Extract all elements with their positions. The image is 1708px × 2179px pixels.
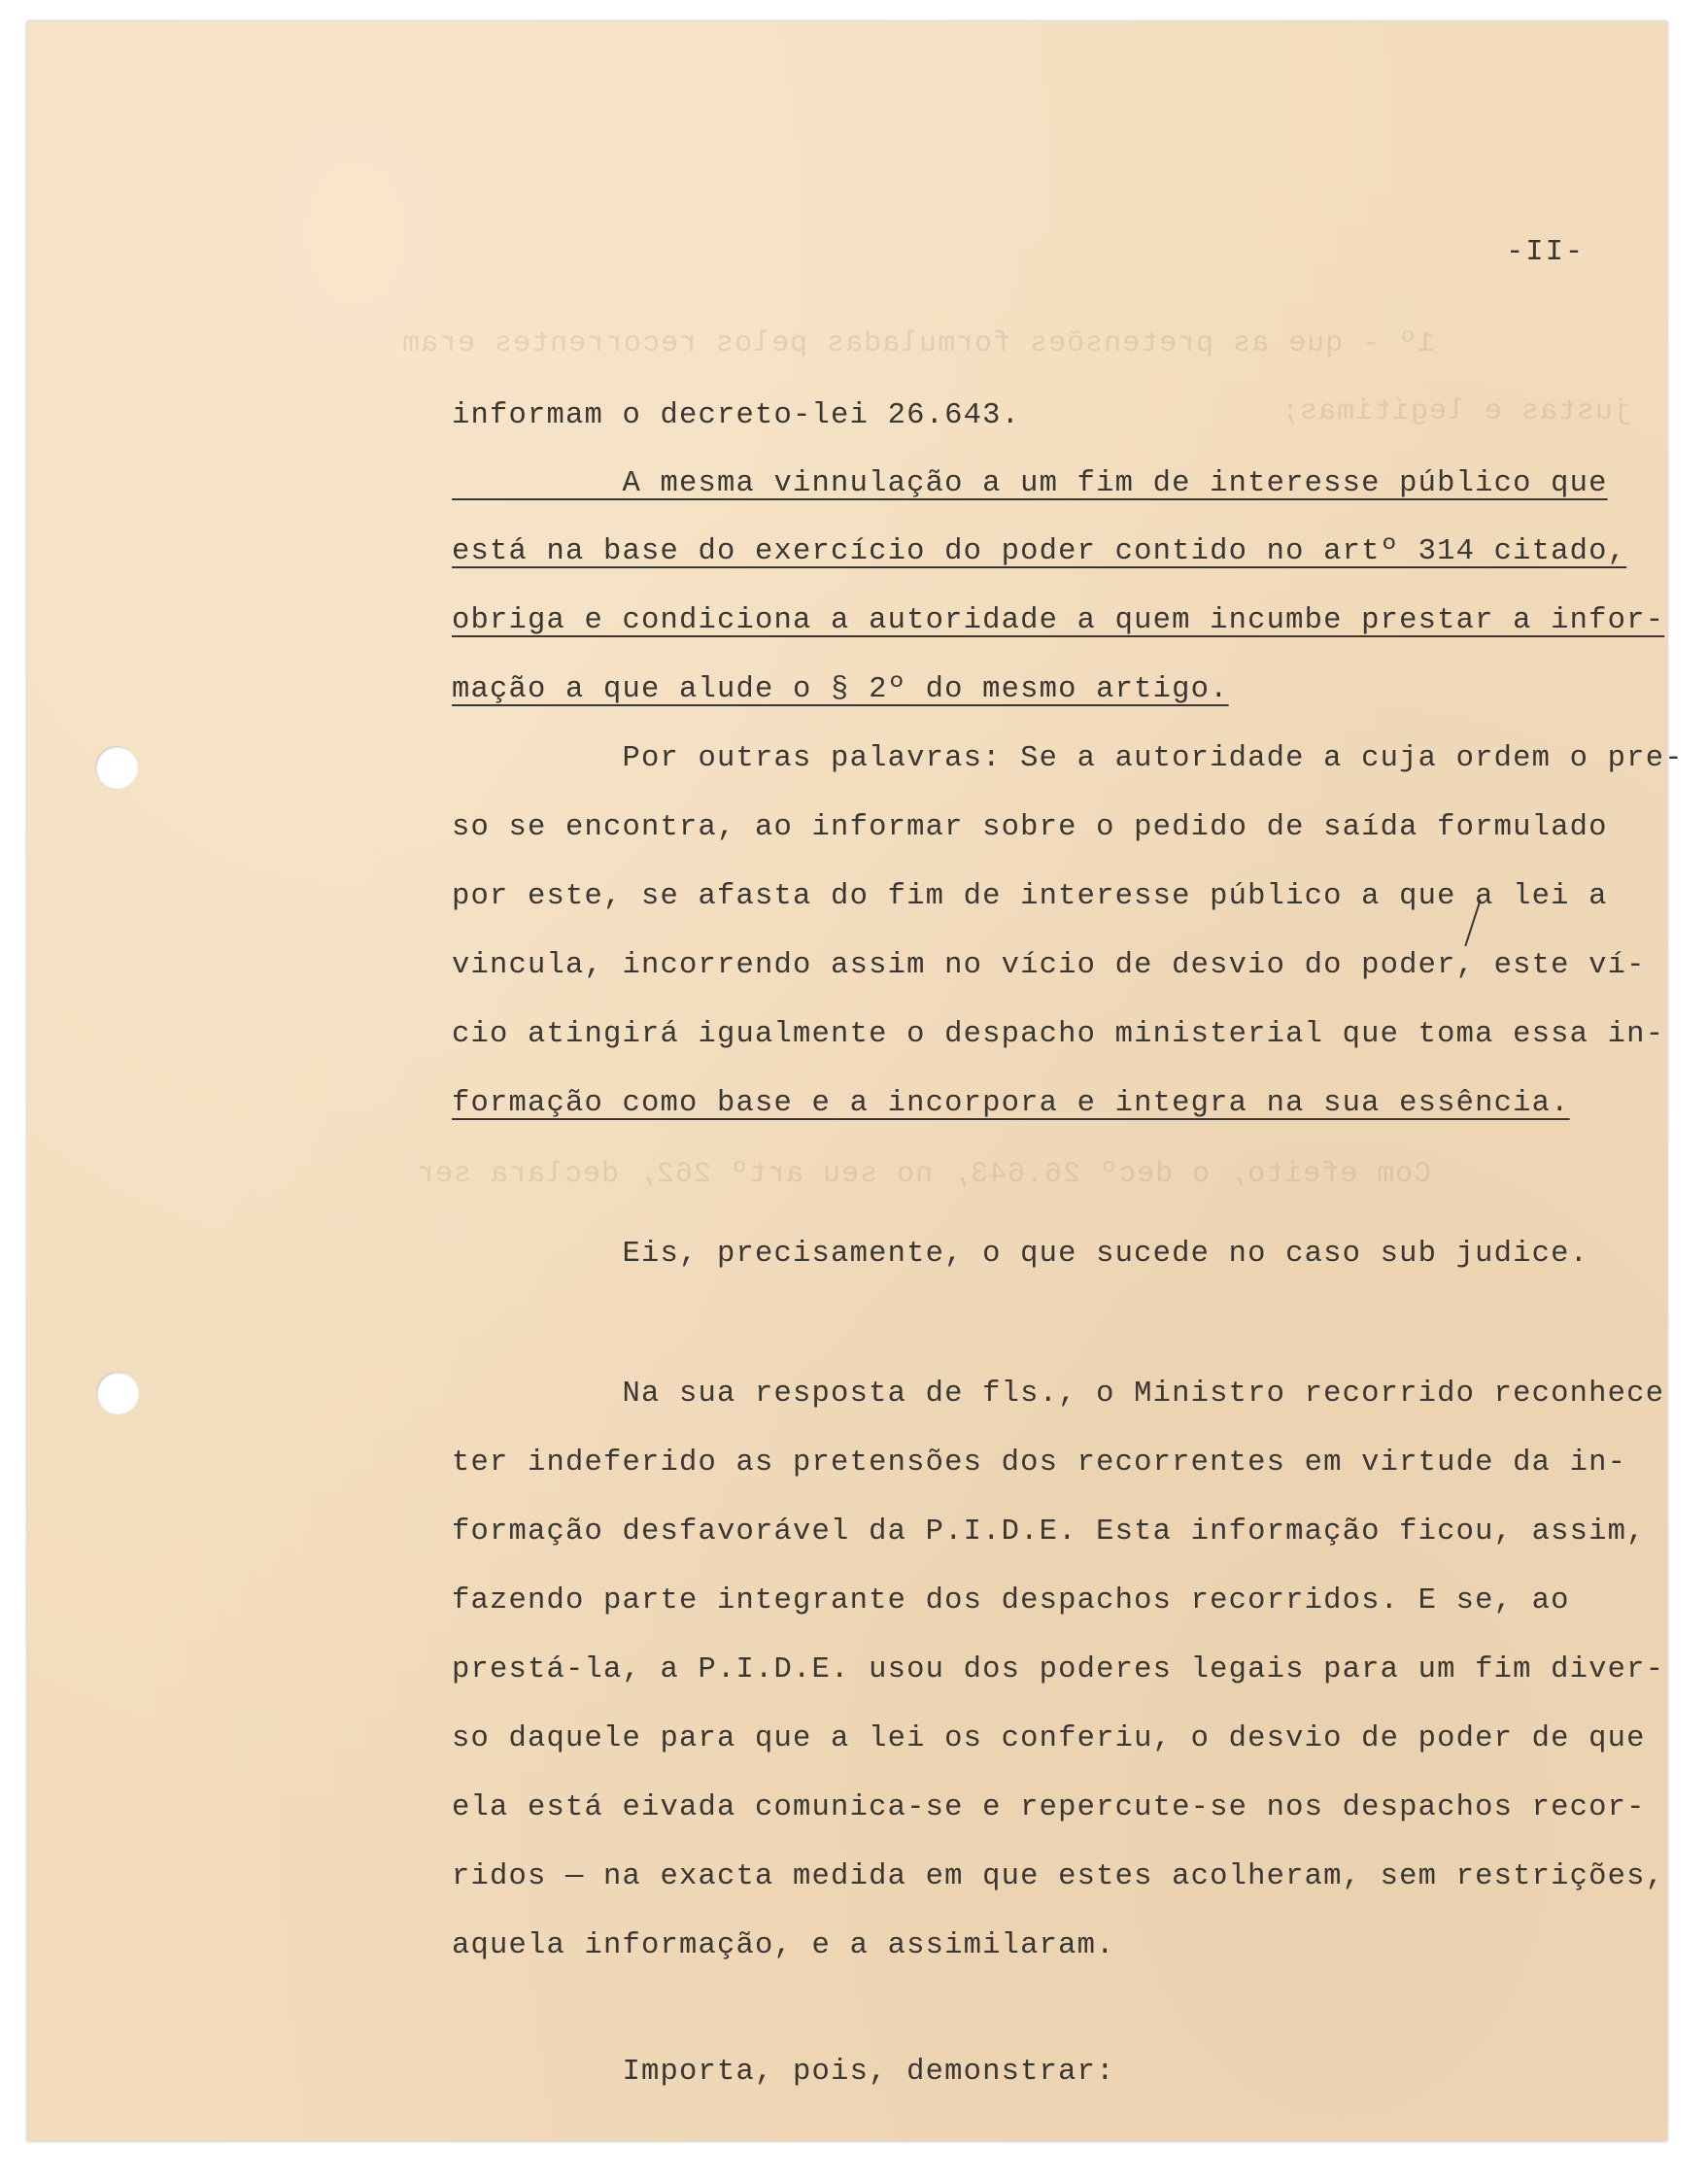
text-line: vincula, incorrendo assim no vício de desvio do poder, este ví- (452, 949, 1646, 982)
text-line: ela está eivada comunica-se e repercute-se nos despachos recor- (452, 1791, 1646, 1824)
text-line: fazendo parte integrante dos despachos recorridos. E se, ao (452, 1584, 1570, 1617)
text-line (452, 1070, 1570, 1139)
text-line: ter indeferido as pretensões dos recorrentes em virtude da in- (452, 1447, 1627, 1480)
show-through-line: Com efeito, o decº 26.643, no seu artº 262, declara ser (416, 1158, 1432, 1191)
text-segment: está na base do exercício do poder contido no artº 314 citado, (452, 535, 1627, 568)
text-segment: formação como base e a incorpora e integra na sua essência. (452, 1087, 1570, 1120)
text-line: aquela informação, e a assimilaram. (452, 1929, 1115, 1962)
paper-sheet (27, 21, 1684, 2141)
text-line: Por outras palavras: Se a autoridade a cuja ordem o pre- (452, 742, 1684, 775)
text-line: formação desfavorável da P.I.D.E. Esta informação ficou, assim, (452, 1515, 1646, 1549)
show-through-line: justas e legítimas; (1281, 395, 1632, 428)
text-line (452, 518, 1626, 587)
text-line (452, 656, 1229, 725)
text-line: ridos — na exacta medida em que estes acolheram, sem restrições, (452, 1860, 1665, 1893)
text-line: Na sua resposta de fls., o Ministro recorrido reconhece (452, 1378, 1665, 1411)
text-segment: A mesma vinnulação a um fim de interesse público que (452, 467, 1608, 500)
text-line: so daquele para que a lei os conferiu, o desvio de poder de que (452, 1722, 1646, 1755)
text-line (452, 587, 1664, 656)
text-segment: mação a que alude o § 2º do mesmo artigo. (452, 673, 1229, 706)
text-line: cio atingirá igualmente o despacho ministerial que toma essa in- (452, 1018, 1665, 1051)
page-number: -II- (1506, 236, 1586, 269)
text-line: Eis, precisamente, o que sucede no caso sub judice. (452, 1238, 1589, 1271)
text-line: por este, se afasta do fim de interesse público a que a lei a (452, 880, 1608, 913)
text-line: prestá-la, a P.I.D.E. usou dos poderes legais para um fim diver- (452, 1653, 1665, 1686)
text-line: so se encontra, ao informar sobre o pedido de saída formulado (452, 811, 1608, 844)
text-line: Importa, pois, demonstrar: (452, 2056, 1115, 2089)
show-through-line: 1º - que as pretensões formuladas pelos recorrentes eram (401, 327, 1436, 360)
text-line: informam o decreto-lei 26.643. (452, 399, 1021, 432)
text-line (452, 450, 1608, 519)
text-segment: obriga e condiciona a autoridade a quem incumbe prestar a infor- (452, 604, 1665, 637)
